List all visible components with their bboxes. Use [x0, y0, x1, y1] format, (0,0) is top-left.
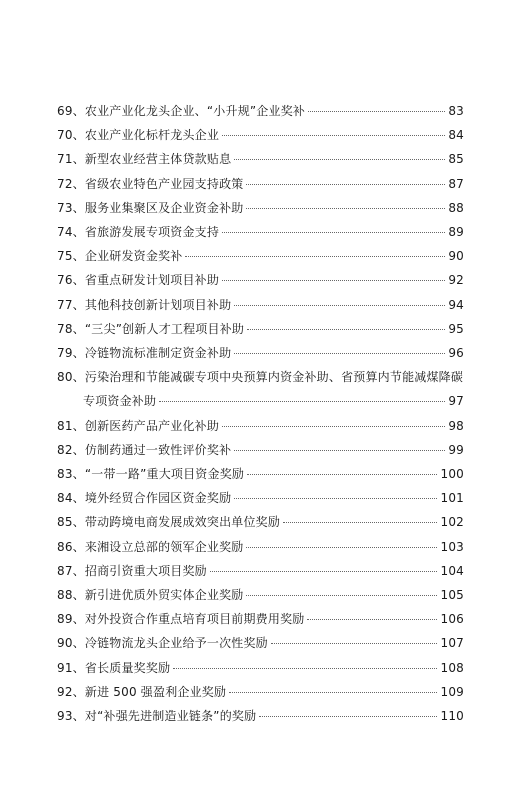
toc-entry[interactable] — [57, 220, 464, 244]
toc-entry-number: 92、 — [57, 684, 85, 699]
toc-entry-number: 86、 — [57, 539, 85, 554]
toc-entry-number: 89、 — [57, 612, 85, 627]
toc-page-number: 95 — [448, 321, 464, 336]
toc-page-number: 87 — [448, 176, 464, 191]
toc-page-number: 88 — [448, 200, 464, 215]
toc-entry-number: 70、 — [57, 128, 85, 143]
dot-leader — [271, 643, 438, 644]
toc-page-number: 105 — [440, 588, 464, 603]
toc-entry-title: 带动跨境电商发展成效突出单位奖励 — [84, 515, 281, 530]
toc-entry-title: 省旅游发展专项资金支持 — [84, 225, 220, 240]
toc-entry-number: 69、 — [57, 104, 85, 118]
dot-leader — [234, 159, 445, 160]
dot-leader — [246, 208, 445, 209]
toc-entry[interactable] — [57, 293, 464, 317]
toc-entry-number: 73、 — [57, 200, 85, 215]
toc-entry[interactable] — [57, 172, 464, 196]
toc-entry[interactable] — [57, 631, 464, 655]
toc-entry-title: 对“补强先进制造业链条”的奖励 — [84, 709, 257, 724]
toc-entry-number: 91、 — [57, 660, 85, 675]
toc-entry-number: 74、 — [57, 225, 85, 240]
toc-entry[interactable] — [57, 583, 464, 607]
toc-page-number: 109 — [440, 684, 464, 699]
toc-entry[interactable] — [57, 486, 464, 510]
toc-page-number: 102 — [440, 515, 464, 530]
toc-entry-number: 83、 — [57, 467, 85, 482]
toc-entry-title: 其他科技创新计划项目补助 — [84, 297, 232, 312]
toc-entry-title: 农业产业化龙头企业、“小升规”企业奖补 — [84, 104, 306, 118]
toc-page-number: 99 — [448, 442, 464, 457]
toc-entry-title: 冷链物流标准制定资金补助 — [84, 346, 232, 361]
toc-entry-title: 新型农业经营主体贷款贴息 — [84, 152, 232, 167]
toc-entry-number: 81、 — [57, 418, 85, 433]
toc-page-number: 84 — [448, 128, 464, 143]
toc-entry[interactable] — [57, 559, 464, 583]
toc-entry-title: 省重点研发计划项目补助 — [84, 273, 220, 288]
dot-leader — [222, 426, 445, 427]
dot-leader — [222, 232, 445, 233]
toc-entry-title: 污染治理和节能减碳专项中央预算内资金补助、省预算内节能减煤降碳 — [84, 370, 464, 385]
toc-entry-title: 仿制药通过一致性评价奖补 — [84, 442, 232, 457]
toc-page-number: 101 — [440, 491, 464, 506]
toc-page-number: 97 — [448, 394, 464, 409]
toc-entry-title: 冷链物流龙头企业给予一次性奖励 — [84, 636, 268, 651]
toc-entry-title: 企业研发资金奖补 — [84, 249, 183, 264]
toc-entry-number: 93、 — [57, 709, 85, 724]
toc-entry[interactable] — [57, 704, 464, 728]
dot-leader — [246, 595, 437, 596]
toc-entry-title: 省级农业特色产业园支持政策 — [84, 176, 244, 191]
toc-entry[interactable] — [57, 196, 464, 220]
toc-entry-title: “一带一路”重大项目资金奖励 — [84, 467, 245, 482]
toc-page-number: 85 — [448, 152, 464, 167]
toc-page-number: 96 — [448, 346, 464, 361]
toc-entry-title: 来湘设立总部的领军企业奖励 — [84, 539, 244, 554]
toc-entry[interactable] — [57, 535, 464, 559]
toc-entry[interactable] — [57, 99, 464, 123]
toc-page-number: 83 — [448, 104, 464, 118]
dot-leader — [229, 692, 437, 693]
dot-leader — [234, 305, 445, 306]
toc-page-number: 103 — [440, 539, 464, 554]
toc-entry-number: 87、 — [57, 563, 85, 578]
dot-leader — [234, 353, 445, 354]
dot-leader — [247, 474, 437, 475]
toc-entry-title: 新引进优质外贸实体企业奖励 — [84, 588, 244, 603]
toc-entry[interactable] — [57, 607, 464, 631]
toc-entry[interactable] — [57, 268, 464, 292]
toc-entry[interactable] — [57, 244, 464, 268]
toc-entry-number: 76、 — [57, 273, 85, 288]
toc-entry-title: 创新医药产品产业化补助 — [84, 418, 220, 433]
table-of-contents — [57, 99, 464, 728]
toc-entry-title: 对外投资合作重点培育项目前期费用奖励 — [84, 612, 305, 627]
dot-leader — [247, 329, 445, 330]
toc-page-number: 90 — [448, 249, 464, 264]
toc-entry-number: 72、 — [57, 176, 85, 191]
dot-leader — [173, 668, 437, 669]
toc-entry-number: 79、 — [57, 346, 85, 361]
toc-entry-number: 80、 — [57, 370, 85, 385]
toc-page-number: 110 — [440, 709, 464, 724]
toc-page-number: 89 — [448, 225, 464, 240]
dot-leader — [234, 498, 437, 499]
toc-entry[interactable] — [57, 656, 464, 680]
toc-entry-number: 82、 — [57, 442, 85, 457]
toc-page-number: 98 — [448, 418, 464, 433]
toc-entry-number: 77、 — [57, 297, 85, 312]
toc-entry[interactable] — [57, 123, 464, 147]
toc-entry[interactable] — [57, 510, 464, 534]
toc-entry[interactable] — [57, 317, 464, 341]
toc-entry-title: 招商引资重大项目奖励 — [84, 563, 207, 578]
dot-leader — [246, 547, 437, 548]
toc-page-number: 107 — [440, 636, 464, 651]
toc-entry-title: 省长质量奖奖励 — [84, 660, 171, 675]
toc-entry-number: 71、 — [57, 152, 85, 167]
toc-entry-number: 90、 — [57, 636, 85, 651]
dot-leader — [222, 280, 445, 281]
dot-leader — [210, 571, 438, 572]
toc-entry-title: 农业产业化标杆龙头企业 — [84, 128, 220, 143]
toc-entry-title-continued: 专项资金补助 — [83, 394, 157, 409]
toc-page-number: 104 — [440, 563, 464, 578]
toc-entry[interactable] — [57, 462, 464, 486]
toc-entry-number: 78、 — [57, 321, 85, 336]
dot-leader — [307, 619, 437, 620]
dot-leader — [283, 522, 437, 523]
toc-entry[interactable] — [57, 365, 464, 413]
toc-entry[interactable] — [57, 147, 464, 171]
dot-leader — [234, 450, 445, 451]
toc-entry[interactable] — [57, 680, 464, 704]
dot-leader — [259, 716, 437, 717]
dot-leader — [185, 256, 445, 257]
toc-entry-number: 84、 — [57, 491, 85, 506]
toc-entry-title: 境外经贸合作园区资金奖励 — [84, 491, 232, 506]
toc-entry-title: 新进 500 强盈利企业奖励 — [84, 684, 227, 699]
dot-leader — [159, 401, 445, 402]
dot-leader — [308, 111, 445, 112]
toc-entry-title: “三尖”创新人才工程项目补助 — [84, 321, 245, 336]
dot-leader — [222, 135, 445, 136]
toc-entry-number: 88、 — [57, 588, 85, 603]
toc-entry-title: 服务业集聚区及企业资金补助 — [84, 200, 244, 215]
toc-page-number: 94 — [448, 297, 464, 312]
dot-leader — [246, 184, 445, 185]
toc-page-number: 100 — [440, 467, 464, 482]
toc-page-number: 108 — [440, 660, 464, 675]
toc-entry[interactable] — [57, 438, 464, 462]
toc-page-number: 92 — [448, 273, 464, 288]
toc-entry-number: 85、 — [57, 515, 85, 530]
toc-page-number: 106 — [440, 612, 464, 627]
toc-entry-number: 75、 — [57, 249, 85, 264]
toc-entry[interactable] — [57, 341, 464, 365]
toc-entry[interactable] — [57, 414, 464, 438]
